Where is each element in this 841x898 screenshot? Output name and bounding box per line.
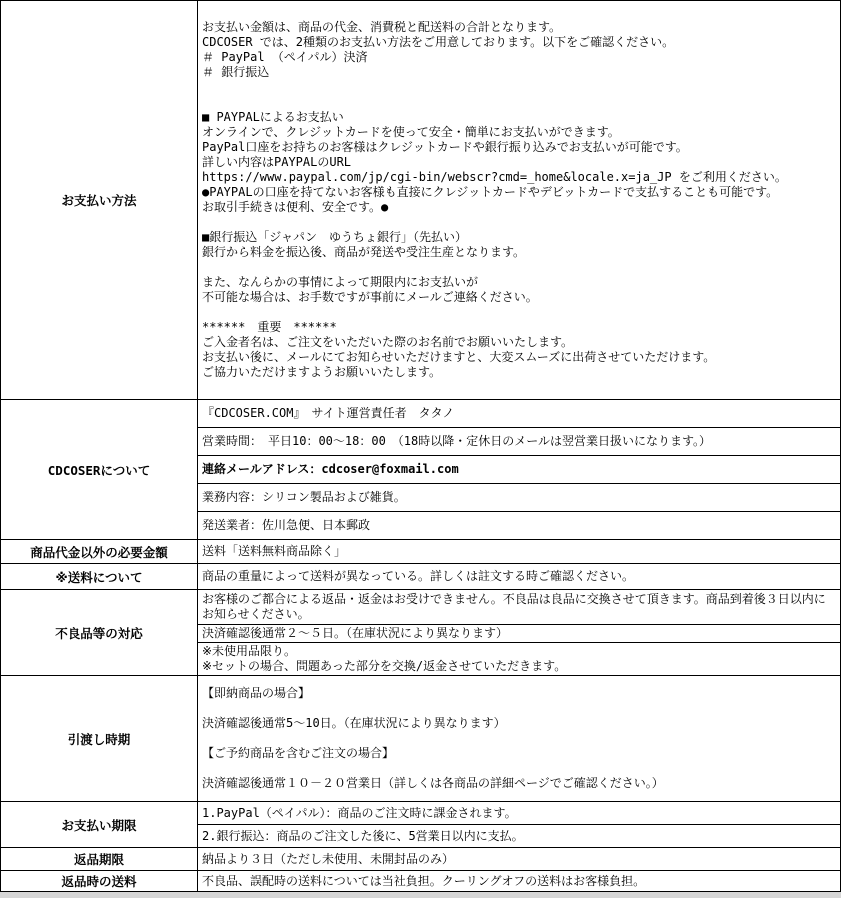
text-line: PayPal口座をお持ちのお客様はクレジットカードや銀行振り込みでお支払いが可能です。	[202, 140, 688, 154]
text-line: ※未使用品限り。	[202, 644, 297, 658]
text-line: また、なんらかの事情によって期限内にお支払いが	[202, 275, 479, 289]
text-line: お客様のご都合による返品・返金はお受けできません。不良品は良品に交換させて頂きます。商品到着後３日以内にお知らせください。	[202, 592, 826, 621]
text-line: 送料「送料無料商品除く」	[202, 544, 347, 558]
row-label: 商品代金以外の必要金額	[1, 540, 198, 564]
blank-line	[202, 260, 836, 275]
text-line: ＃ PayPal （ペイパル）決済	[202, 50, 368, 64]
text-line: https://www.paypal.com/jp/cgi-bin/webscr?cmd=_home&locale.x=ja_JP をご利用ください。	[202, 170, 787, 184]
text-line: 【ご予約商品を含むご注文の場合】	[202, 746, 395, 760]
text-line: 『CDCOSER.COM』 サイト運営責任者 タタノ	[202, 406, 455, 420]
table-row	[1, 676, 841, 802]
blank-line	[202, 80, 836, 95]
row-content	[198, 512, 841, 540]
row-content	[198, 540, 841, 564]
text-line: お取引手続きは便利、安全です。●	[202, 200, 389, 214]
row-content	[198, 625, 841, 643]
text-line: ＃ 銀行振込	[202, 65, 270, 79]
text-line: 業務内容：シリコン製品および雑貨。	[202, 490, 406, 504]
row-label: 引渡し時期	[1, 676, 198, 802]
blank-line	[202, 305, 836, 320]
table-row	[1, 400, 841, 428]
row-label: 返品期限	[1, 848, 198, 871]
blank-line	[202, 731, 836, 746]
text-line: 【即納商品の場合】	[202, 686, 311, 700]
row-content	[198, 676, 841, 802]
table-row	[1, 1, 841, 400]
text-line: 2.銀行振込：商品のご注文した後に、5営業日以内に支払。	[202, 828, 524, 843]
text-line: 発送業者：佐川急便、日本郵政	[202, 518, 371, 532]
row-content	[198, 871, 841, 892]
row-label: お支払い期限	[1, 802, 198, 848]
row-content	[198, 428, 841, 456]
table-row	[1, 590, 841, 625]
table-row	[1, 848, 841, 871]
text-line: 納品より３日（ただし未使用、未開封品のみ）	[202, 851, 455, 866]
text-line: ご協力いただけますようお願いいたします。	[202, 365, 442, 379]
text-line: 決済確認後通常２～５日。（在庫状況により異なります）	[202, 626, 509, 640]
row-content	[198, 564, 841, 590]
table-row	[1, 540, 841, 564]
text-line: お支払い後に、メールにてお知らせいただけますと、大変スムーズに出荷させていただけます。	[202, 350, 716, 364]
text-line: ■ PAYPALによるお支払い	[202, 110, 344, 124]
text-line: 不可能な場合は、お手数ですが事前にメールご連絡ください。	[202, 290, 538, 304]
text-line: 銀行から料金を振込後、商品が発送や受注生産となります。	[202, 245, 526, 259]
row-label: お支払い方法	[1, 1, 198, 400]
text-line: 営業時間： 平日10：00～18：00 （18時以降・定休日のメールは翌営業日扱いになります。）	[202, 434, 712, 448]
row-content	[198, 590, 841, 625]
row-content	[198, 484, 841, 512]
table-row	[1, 871, 841, 892]
blank-line	[202, 215, 836, 230]
text-line: 商品の重量によって送料が異なっている。詳しくは註文する時ご確認ください。	[202, 569, 635, 583]
text-line: オンラインで、クレジットカードを使って安全・簡単にお支払いができます。	[202, 125, 620, 139]
row-label: CDCOSERについて	[1, 400, 198, 540]
row-label: 返品時の送料	[1, 871, 198, 892]
text-line: お支払い金額は、商品の代金、消費税と配送料の合計となります。	[202, 20, 562, 34]
table-row	[1, 802, 841, 825]
text-line: ご入金者名は、ご注文をいただいた際のお名前でお願いいたします。	[202, 335, 574, 349]
blank-line	[202, 95, 836, 110]
text-line: 1.PayPal（ペイパル）：商品のご注文時に課金されます。	[202, 805, 517, 820]
row-content	[198, 825, 841, 848]
text-line: CDCOSER では、2種類のお支払い方法をご用意しております。以下をご確認ください。	[202, 35, 675, 49]
blank-line	[202, 761, 836, 776]
text-line: ****** 重要 ******	[202, 320, 337, 334]
blank-line	[202, 701, 836, 716]
text-line: 決済確認後通常１０－２０営業日（詳しくは各商品の詳細ページでご確認ください。）	[202, 776, 664, 790]
row-label: 不良品等の対応	[1, 590, 198, 676]
text-line: 不良品、誤配時の送料については当社負担。クーリングオフの送料はお客様負担。	[202, 873, 646, 888]
text-line: 詳しい内容はPAYPALのURL	[202, 155, 352, 169]
row-label: ※送料について	[1, 564, 198, 590]
row-content	[198, 848, 841, 871]
row-content	[198, 456, 841, 484]
text-line: ※セットの場合、問題あった部分を交換/返金させていただきます。	[202, 659, 567, 673]
text-line: ■銀行振込「ジャパン ゆうちょ銀行」（先払い）	[202, 230, 467, 244]
row-content	[198, 1, 841, 400]
text-line: 連絡メールアドレス：cdcoser@foxmail.com	[202, 462, 459, 476]
info-table-body	[1, 1, 841, 892]
bottom-strip	[0, 892, 841, 898]
row-content	[198, 643, 841, 676]
row-content	[198, 400, 841, 428]
text-line: 決済確認後通常5～10日。（在庫状況により異なります）	[202, 716, 506, 730]
table-row	[1, 564, 841, 590]
text-line: ●PAYPALの口座を持てないお客様も直接にクレジットカードやデビットカードで支払することも可能です。	[202, 185, 779, 199]
row-content	[198, 802, 841, 825]
